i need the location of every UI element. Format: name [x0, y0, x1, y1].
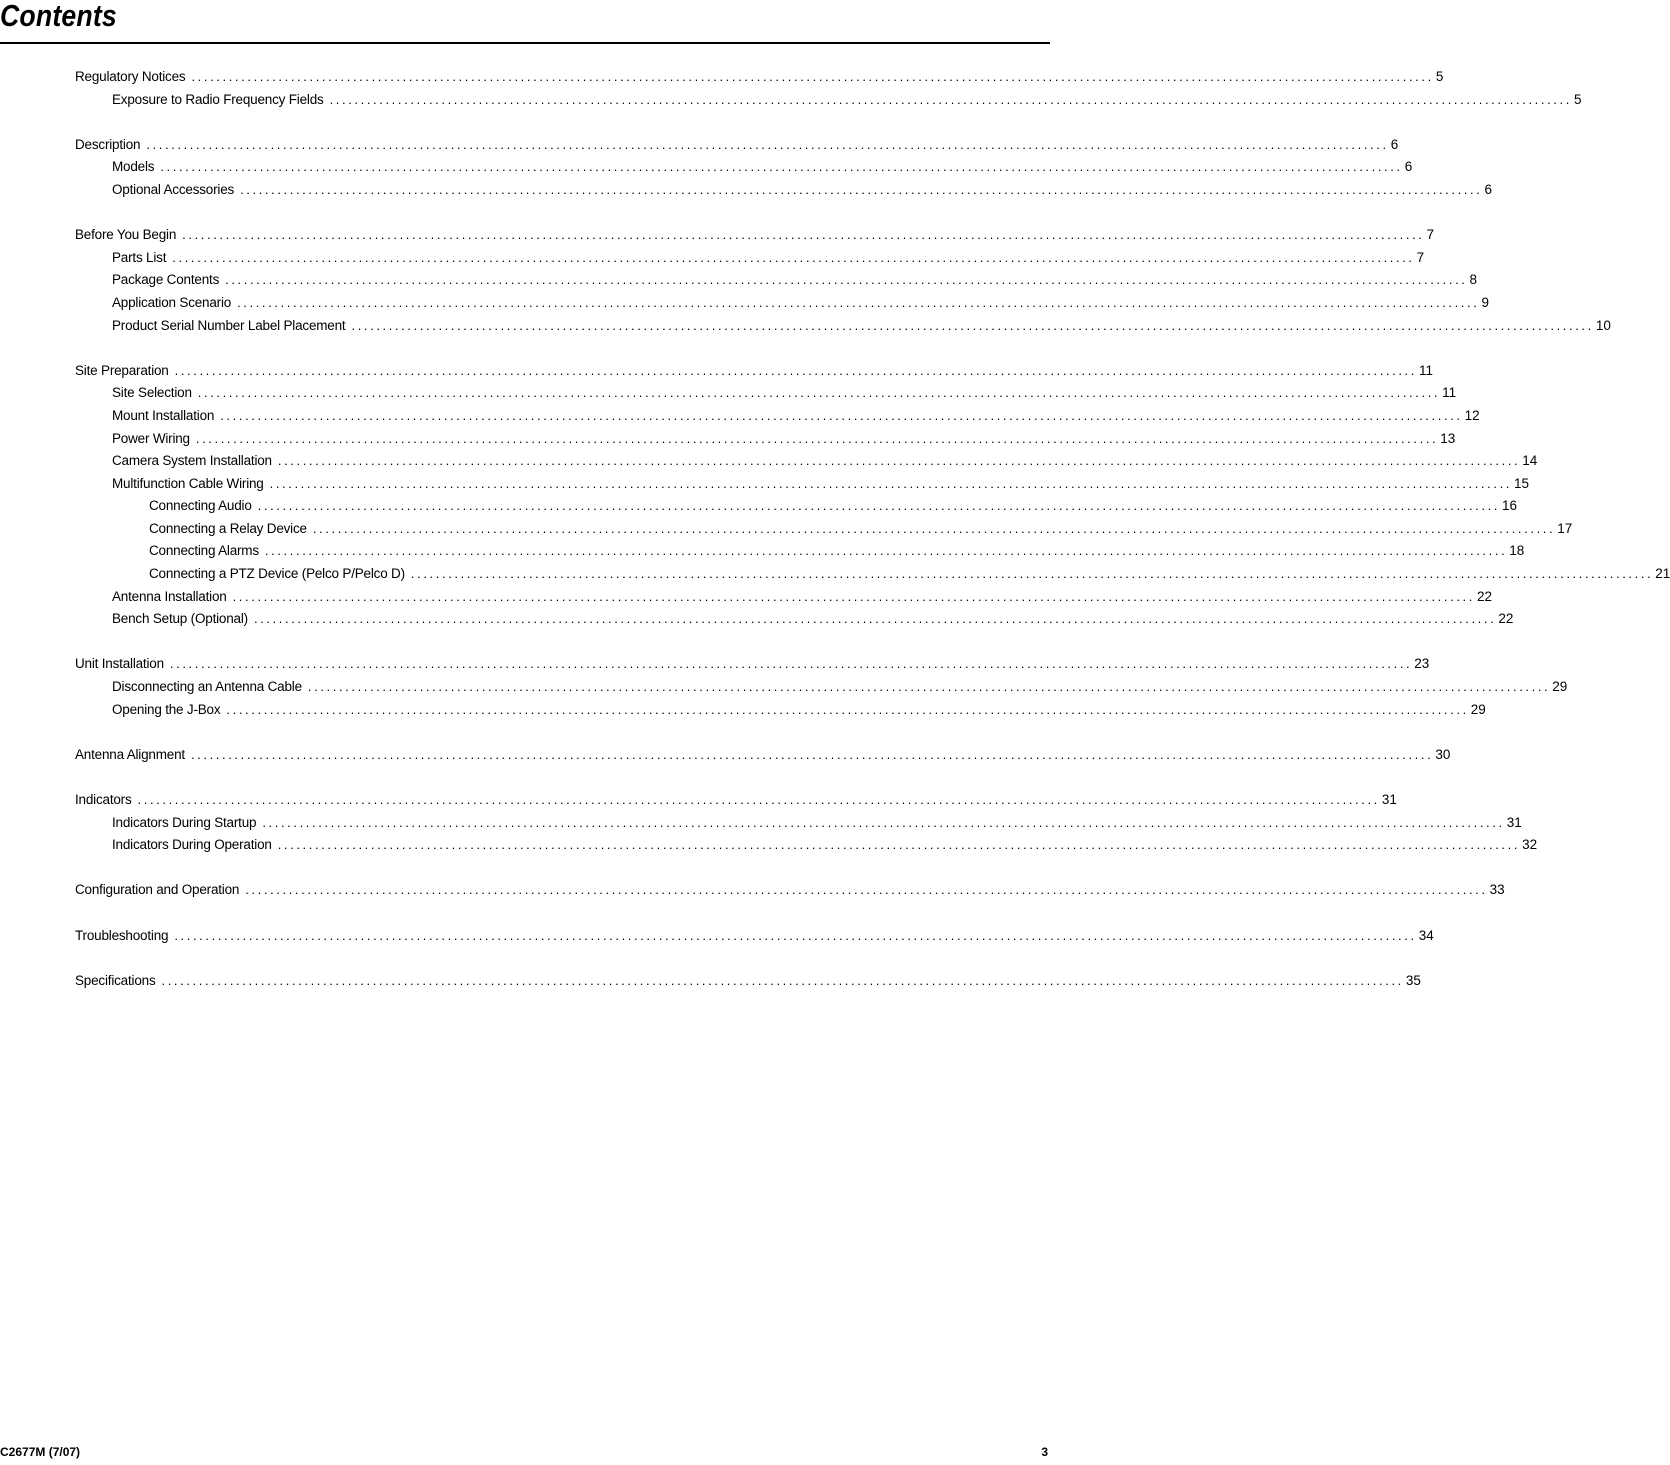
toc-dot-leader: ........................................................................................................................................................................................................ [174, 927, 1417, 943]
toc-entry-page: 15 [1514, 475, 1530, 491]
toc-entry-title: Camera System Installation [112, 453, 272, 469]
toc-dot-leader: ........................................................................................................................................................................................................ [226, 701, 1469, 717]
toc-entry-title: Specifications [75, 972, 156, 988]
toc-entry-page: 31 [1506, 814, 1522, 830]
toc-dot-leader: ........................................................................................................................................................................................................ [264, 543, 1508, 559]
toc-dot-leader: ........................................................................................................................................................................................................ [351, 317, 1594, 333]
toc-entry-page: 16 [1502, 498, 1518, 514]
toc-entry-title: Antenna Installation [112, 588, 227, 604]
toc-dot-leader: ........................................................................................................................................................................................................ [232, 588, 1475, 604]
toc-entry[interactable] [0, 360, 1433, 383]
toc-entry[interactable] [0, 405, 1480, 428]
toc-entry-page: 30 [1435, 746, 1451, 762]
toc-entry[interactable] [0, 970, 1421, 993]
toc-entry[interactable] [0, 586, 1492, 609]
toc-entry-page: 11 [1418, 362, 1433, 378]
toc-dot-leader: ........................................................................................................................................................................................................ [197, 385, 1441, 401]
toc-entry-page: 34 [1418, 927, 1434, 943]
toc-dot-leader: ........................................................................................................................................................................................................ [312, 520, 1556, 536]
page-title: Contents [0, 0, 117, 33]
toc-entry-title: Power Wiring [112, 430, 190, 446]
toc-entry[interactable] [0, 744, 1451, 767]
toc-entry-page: 21 [1655, 566, 1670, 582]
toc-entry-title: Before You Begin [75, 227, 177, 243]
toc-entry-page: 33 [1489, 882, 1505, 898]
toc-entry[interactable] [0, 269, 1478, 292]
toc-dot-leader: ........................................................................................................................................................................................................ [307, 679, 1551, 695]
toc-entry[interactable] [0, 699, 1486, 722]
toc-entry-page: 10 [1595, 317, 1611, 333]
toc-dot-leader: ........................................................................................................................................................................................................ [161, 972, 1404, 988]
toc-entry-page: 11 [1442, 385, 1457, 401]
toc-dot-leader: ........................................................................................................................................................................................................ [195, 430, 1439, 446]
toc-entry-title: Site Preparation [75, 362, 169, 378]
toc-entry-page: 5 [1435, 69, 1444, 84]
toc-entry[interactable] [0, 66, 1444, 89]
toc-entry-title: Parts List [112, 249, 167, 265]
toc-entry-page: 29 [1470, 701, 1486, 717]
toc-entry[interactable] [0, 879, 1505, 902]
toc-entry-title: Mount Installation [112, 407, 215, 423]
toc-dot-leader: ........................................................................................................................................................................................................ [182, 227, 1425, 243]
toc-entry-title: Product Serial Number Label Placement [112, 317, 346, 333]
toc-dot-leader: ........................................................................................................................................................................................................ [172, 249, 1415, 265]
toc-entry[interactable] [0, 247, 1425, 270]
footer-page-number: 3 [1041, 1445, 1048, 1459]
toc-entry[interactable] [0, 156, 1413, 179]
toc-dot-leader: ........................................................................................................................................................................................................ [190, 746, 1434, 762]
toc-entry-title: Description [75, 136, 141, 152]
toc-entry-title: Bench Setup (Optional) [112, 611, 248, 627]
toc-entry[interactable] [0, 473, 1530, 496]
toc-entry-title: Connecting Audio [149, 498, 252, 514]
toc-dot-leader: ........................................................................................................................................................................................................ [220, 407, 1463, 423]
toc-entry-page: 7 [1416, 249, 1425, 265]
toc-entry[interactable] [0, 540, 1525, 563]
toc-entry[interactable] [0, 789, 1397, 812]
toc-entry-title: Regulatory Notices [75, 69, 186, 84]
footer-document-id: C2677M (7/07) [0, 1445, 81, 1459]
toc-entry[interactable] [0, 382, 1457, 405]
toc-entry[interactable] [0, 563, 1670, 586]
toc-entry[interactable] [0, 676, 1568, 699]
toc-dot-leader: ........................................................................................................................................................................................................ [262, 814, 1505, 830]
toc-entry-title: Opening the J-Box [112, 701, 221, 717]
toc-entry-title: Connecting a PTZ Device (Pelco P/Pelco D) [149, 566, 405, 582]
toc-entry-page: 6 [1390, 136, 1399, 152]
toc-entry-title: Troubleshooting [75, 927, 169, 943]
toc-entry[interactable] [0, 179, 1492, 202]
toc-entry[interactable] [0, 89, 1582, 112]
toc-entry-page: 7 [1426, 227, 1435, 243]
toc-entry-title: Application Scenario [112, 294, 232, 310]
toc-entry-page: 31 [1381, 792, 1397, 807]
toc-dot-leader: ........................................................................................................................................................................................................ [245, 882, 1488, 898]
toc-entry-page: 32 [1522, 837, 1538, 853]
toc-entry[interactable] [0, 224, 1435, 247]
toc-entry[interactable] [0, 134, 1399, 157]
toc-entry-page: 23 [1414, 656, 1430, 672]
toc-entry[interactable] [0, 450, 1538, 473]
toc-entry-page: 13 [1440, 430, 1456, 446]
table-of-contents [0, 66, 1670, 992]
toc-entry-page: 17 [1557, 520, 1573, 536]
toc-entry-page: 29 [1552, 679, 1568, 695]
toc-dot-leader: ........................................................................................................................................................................................................ [240, 181, 1483, 197]
toc-dot-leader: ........................................................................................................................................................................................................ [277, 837, 1521, 853]
toc-entry[interactable] [0, 315, 1611, 338]
toc-dot-leader: ........................................................................................................................................................................................................ [257, 498, 1501, 514]
toc-entry-page: 5 [1573, 91, 1582, 107]
toc-entry-page: 35 [1405, 972, 1421, 988]
toc-entry[interactable] [0, 925, 1434, 948]
toc-dot-leader: ........................................................................................................................................................................................................ [329, 91, 1572, 107]
toc-dot-leader: ........................................................................................................................................................................................................ [146, 136, 1389, 152]
toc-entry[interactable] [0, 428, 1456, 451]
toc-entry-page: 18 [1509, 543, 1525, 559]
toc-dot-leader: ........................................................................................................................................................................................................ [174, 362, 1417, 378]
toc-entry-page: 22 [1476, 588, 1492, 604]
toc-entry-page: 8 [1469, 272, 1478, 288]
toc-dot-leader: ........................................................................................................................................................................................................ [410, 566, 1654, 582]
toc-entry[interactable] [0, 812, 1522, 835]
toc-entry-title: Connecting Alarms [149, 543, 259, 559]
toc-entry-title: Optional Accessories [112, 181, 235, 197]
toc-dot-leader: ........................................................................................................................................................................................................ [269, 475, 1512, 491]
toc-entry-page: 12 [1464, 407, 1480, 423]
toc-dot-leader: ........................................................................................................................................................................................................ [253, 611, 1497, 627]
toc-entry-title: Package Contents [112, 272, 220, 288]
toc-entry-title: Multifunction Cable Wiring [112, 475, 264, 491]
toc-entry-title: Indicators During Operation [112, 837, 272, 853]
toc-dot-leader: ........................................................................................................................................................................................................ [160, 159, 1403, 175]
toc-entry[interactable] [0, 518, 1573, 541]
toc-entry-title: Antenna Alignment [75, 746, 185, 762]
toc-entry-title: Indicators During Startup [112, 814, 257, 830]
toc-entry-title: Site Selection [112, 385, 192, 401]
title-divider [0, 42, 1050, 44]
toc-entry-page: 6 [1404, 159, 1413, 175]
toc-dot-leader: ........................................................................................................................................................................................................ [225, 272, 1468, 288]
toc-entry[interactable] [0, 653, 1430, 676]
toc-dot-leader: ........................................................................................................................................................................................................ [137, 792, 1380, 807]
toc-entry[interactable] [0, 608, 1514, 631]
toc-entry-title: Unit Installation [75, 656, 164, 672]
toc-entry-page: 22 [1498, 611, 1514, 627]
toc-dot-leader: ........................................................................................................................................................................................................ [237, 294, 1480, 310]
toc-entry-title: Indicators [75, 792, 132, 807]
toc-dot-leader: ........................................................................................................................................................................................................ [169, 656, 1413, 672]
toc-entry-page: 6 [1484, 181, 1492, 197]
toc-entry-title: Exposure to Radio Frequency Fields [112, 91, 324, 107]
toc-dot-leader: ........................................................................................................................................................................................................ [191, 69, 1434, 84]
toc-entry-page: 9 [1481, 294, 1489, 310]
toc-entry-title: Configuration and Operation [75, 882, 240, 898]
toc-entry-title: Models [112, 159, 155, 175]
toc-dot-leader: ........................................................................................................................................................................................................ [277, 453, 1521, 469]
toc-entry[interactable] [0, 495, 1518, 518]
toc-entry[interactable] [0, 834, 1538, 857]
toc-entry-page: 14 [1522, 453, 1538, 469]
toc-entry-title: Disconnecting an Antenna Cable [112, 679, 302, 695]
toc-entry[interactable] [0, 292, 1489, 315]
toc-entry-title: Connecting a Relay Device [149, 520, 307, 536]
